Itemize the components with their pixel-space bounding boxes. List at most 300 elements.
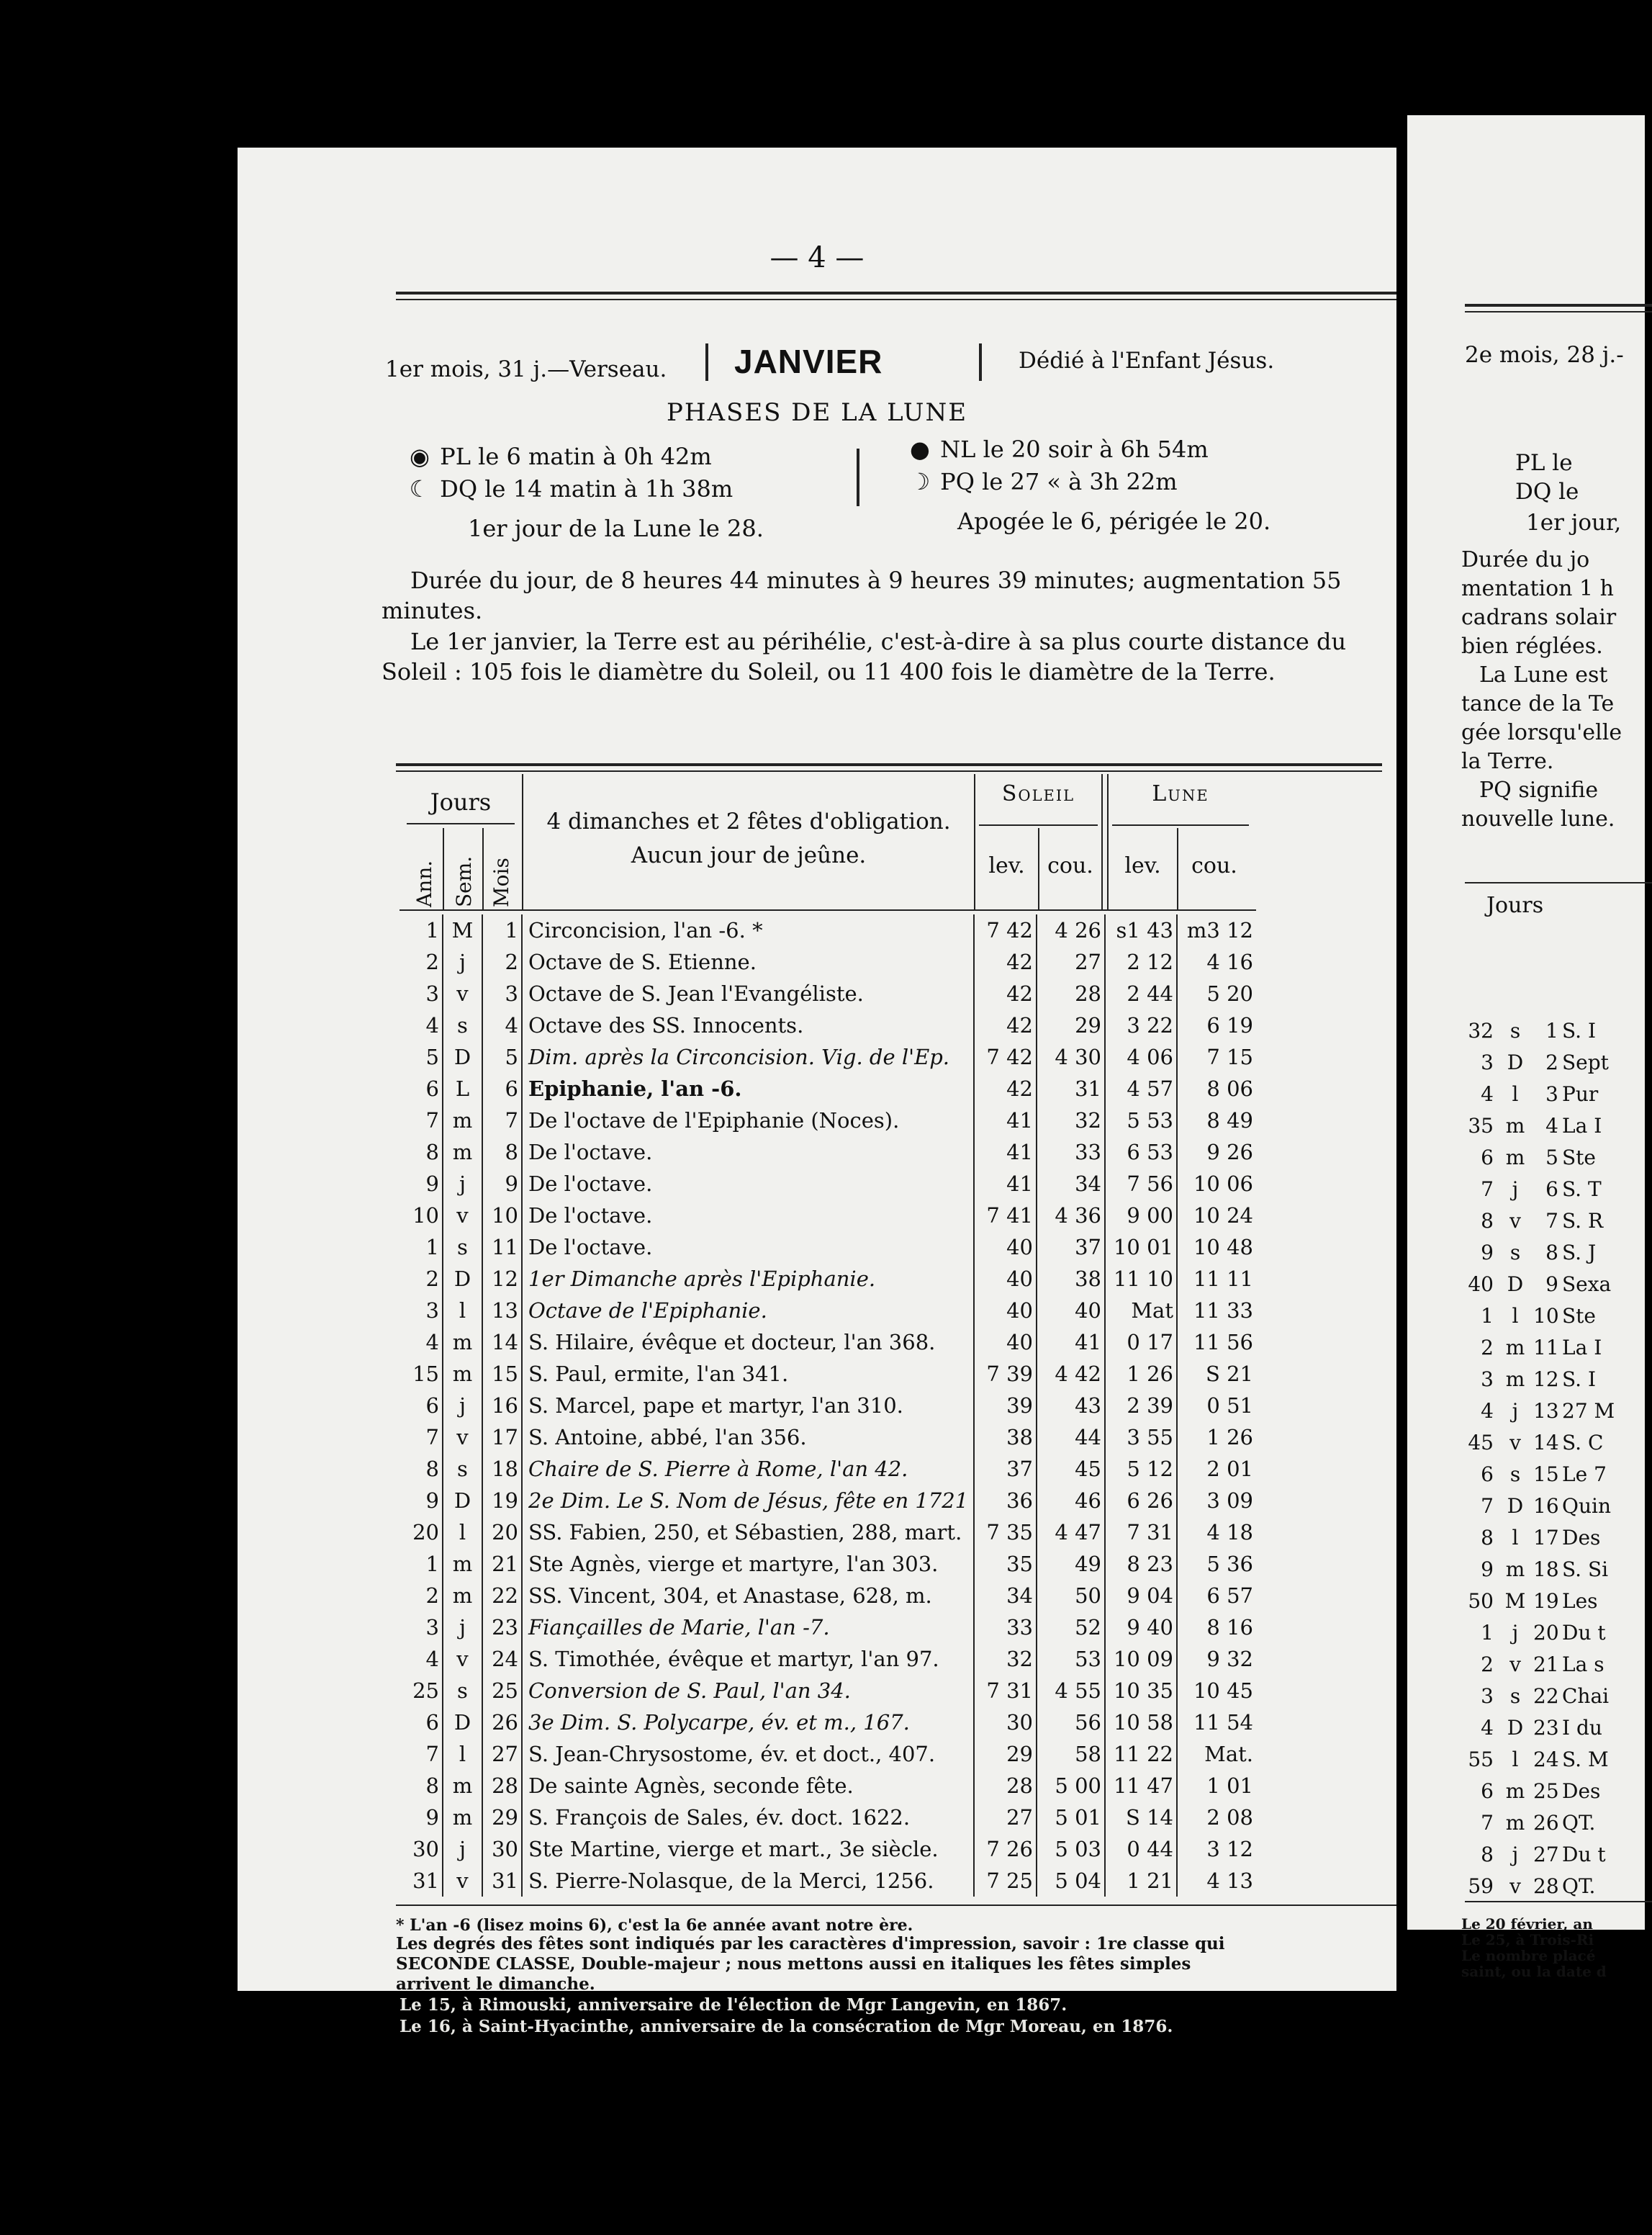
next-row-a: 9 xyxy=(1481,1241,1494,1264)
calendar-row xyxy=(400,1643,1256,1675)
feast-description: Octave de S. Jean l'Evangéliste. xyxy=(522,978,974,1009)
calendar-row xyxy=(400,978,1256,1009)
next-row-t: Ste xyxy=(1562,1146,1597,1169)
next-row-s: D xyxy=(1507,1494,1524,1518)
sunrise: 42 xyxy=(974,978,1037,1009)
next-row-t: S. R xyxy=(1562,1209,1604,1233)
calendar-row xyxy=(400,1390,1256,1421)
feast-description: S. Antoine, abbé, l'an 356. xyxy=(522,1421,974,1453)
next-row-a: 7 xyxy=(1481,1811,1494,1835)
table-top-rule xyxy=(396,763,1382,766)
next-paragraph-line: tance de la Te xyxy=(1461,691,1615,716)
next-row-a: 7 xyxy=(1481,1177,1494,1201)
sunrise: 7 42 xyxy=(974,1041,1037,1073)
sunrise: 40 xyxy=(974,1263,1037,1295)
next-row-a: 3 xyxy=(1481,1051,1494,1074)
moonrise: 9 04 xyxy=(1105,1580,1177,1611)
sunset: 4 26 xyxy=(1037,914,1105,946)
feast-description: Dim. après la Circoncision. Vig. de l'Ep. xyxy=(522,1041,974,1073)
next-row-m: 15 xyxy=(1533,1462,1559,1486)
next-row-t: 27 M xyxy=(1562,1399,1615,1423)
day-of-month: 19 xyxy=(482,1485,522,1516)
footnote-2 xyxy=(396,1933,1389,1954)
sunset: 5 04 xyxy=(1037,1865,1105,1897)
moonset: 4 16 xyxy=(1206,950,1253,974)
day-of-year: 8 xyxy=(400,1770,443,1802)
feast-description: De l'octave. xyxy=(522,1168,974,1200)
day-of-year: 2 xyxy=(400,1580,443,1611)
feast-description: SS. Vincent, 304, et Anastase, 628, m. xyxy=(522,1580,974,1611)
next-row-a: 8 xyxy=(1481,1209,1494,1233)
next-row-a: 3 xyxy=(1481,1684,1494,1708)
next-row-t: Du t xyxy=(1562,1621,1606,1645)
moonset: 3 12 xyxy=(1206,1837,1253,1861)
weekday: m xyxy=(443,1358,482,1390)
soleil-header: Soleil xyxy=(1001,781,1075,806)
moonset: m3 12 xyxy=(1186,918,1253,943)
weekday: s xyxy=(443,1675,482,1706)
moonrise: 1 21 xyxy=(1105,1865,1177,1897)
day-of-year: 7 xyxy=(400,1421,443,1453)
day-of-month: 7 xyxy=(482,1105,522,1136)
jours-underline xyxy=(407,823,515,824)
next-col-jours: Jours xyxy=(1486,893,1544,918)
calendar-row xyxy=(400,1453,1256,1485)
next-row-s: m xyxy=(1505,1367,1525,1391)
next-paragraph-line: gée lorsqu'elle xyxy=(1461,720,1622,745)
next-row-t: S. J xyxy=(1562,1241,1597,1264)
sunrise: 38 xyxy=(974,1421,1037,1453)
sunrise: 7 35 xyxy=(974,1516,1037,1548)
moonset: Mat. xyxy=(1204,1742,1253,1766)
moonset: S 21 xyxy=(1206,1362,1253,1386)
sunset: 4 42 xyxy=(1037,1358,1105,1390)
weekday: D xyxy=(443,1706,482,1738)
moonset: 3 09 xyxy=(1206,1488,1253,1513)
calendar-row xyxy=(400,1833,1256,1865)
next-row-a: 35 xyxy=(1468,1114,1494,1138)
phase-full-moon xyxy=(407,443,712,470)
header-bottom-rule xyxy=(400,909,1256,911)
footnote-4: arrivent le dimanche. xyxy=(396,1974,595,1994)
day-of-month: 5 xyxy=(482,1041,522,1073)
col-sep-3 xyxy=(522,774,523,911)
next-page xyxy=(1407,115,1645,1980)
day-of-year: 30 xyxy=(400,1833,443,1865)
feast-description: S. Jean-Chrysostome, év. et doct., 407. xyxy=(522,1738,974,1770)
next-table-rule xyxy=(1465,882,1652,883)
feast-description: Octave de S. Etienne. xyxy=(522,946,974,978)
next-row-t: Sept xyxy=(1562,1051,1609,1074)
weekday: M xyxy=(443,914,482,946)
sunset: 29 xyxy=(1037,1009,1105,1041)
moonrise: 3 55 xyxy=(1105,1421,1177,1453)
moonrise: 11 22 xyxy=(1105,1738,1177,1770)
sunrise: 39 xyxy=(974,1390,1037,1421)
sunrise: 7 42 xyxy=(974,914,1037,946)
weekday: v xyxy=(443,1865,482,1897)
day-of-month: 2 xyxy=(482,946,522,978)
next-row-s: s xyxy=(1509,1019,1521,1043)
sunset: 27 xyxy=(1037,946,1105,978)
day-of-year: 5 xyxy=(400,1041,443,1073)
next-row-a: 1 xyxy=(1481,1304,1494,1328)
next-row-t: S. T xyxy=(1562,1177,1602,1201)
next-row-m: 19 xyxy=(1533,1589,1559,1613)
moonset: 8 49 xyxy=(1206,1108,1253,1133)
feast-description: Fiançailles de Marie, l'an -7. xyxy=(522,1611,974,1643)
weekday: l xyxy=(443,1295,482,1326)
moonrise: 6 53 xyxy=(1105,1136,1177,1168)
header-divider-left xyxy=(705,343,708,381)
day-of-year: 8 xyxy=(400,1453,443,1485)
moonset: 0 51 xyxy=(1206,1393,1253,1418)
calendar-row xyxy=(400,914,1256,946)
day-of-year: 20 xyxy=(400,1516,443,1548)
calendar-row xyxy=(400,1200,1256,1231)
calendar-row xyxy=(400,1326,1256,1358)
col-ann: Ann. xyxy=(412,860,436,907)
sunrise: 36 xyxy=(974,1485,1037,1516)
calendar-row xyxy=(400,1041,1256,1073)
next-row-t: Pur xyxy=(1562,1082,1599,1106)
day-of-month: 17 xyxy=(482,1421,522,1453)
moonset: 8 16 xyxy=(1206,1615,1253,1640)
sunset: 5 03 xyxy=(1037,1833,1105,1865)
moonset: 7 15 xyxy=(1206,1045,1253,1069)
next-row-m: 12 xyxy=(1533,1367,1559,1391)
table-top-rule-thin xyxy=(396,770,1382,772)
next-row-a: 6 xyxy=(1481,1146,1494,1169)
calendar-row xyxy=(400,1548,1256,1580)
feast-description: De l'octave. xyxy=(522,1231,974,1263)
next-row-s: s xyxy=(1509,1241,1521,1264)
sunset: 45 xyxy=(1037,1453,1105,1485)
sunset: 28 xyxy=(1037,978,1105,1009)
weekday: D xyxy=(443,1041,482,1073)
next-row-a: 7 xyxy=(1481,1494,1494,1518)
feast-description: S. François de Sales, év. doct. 1622. xyxy=(522,1802,974,1833)
month-title: JANVIER xyxy=(734,343,883,380)
day-of-month: 10 xyxy=(482,1200,522,1231)
moonset: 10 45 xyxy=(1193,1678,1253,1703)
moonrise: 11 10 xyxy=(1105,1263,1177,1295)
feast-description: De l'octave. xyxy=(522,1136,974,1168)
next-row-m: 24 xyxy=(1533,1748,1559,1771)
day-of-year: 25 xyxy=(400,1675,443,1706)
sunrise: 28 xyxy=(974,1770,1037,1802)
feast-description: S. Pierre-Nolasque, de la Merci, 1256. xyxy=(522,1865,974,1897)
next-row-t: S. I xyxy=(1562,1019,1597,1043)
moonset: 1 01 xyxy=(1206,1773,1253,1798)
next-row-s: m xyxy=(1505,1146,1525,1169)
next-row-s: D xyxy=(1507,1051,1524,1074)
sunset: 34 xyxy=(1037,1168,1105,1200)
feast-description: 1er Dimanche après l'Epiphanie. xyxy=(522,1263,974,1295)
next-row-t: QT. xyxy=(1562,1811,1596,1835)
day-of-month: 21 xyxy=(482,1548,522,1580)
day-of-month: 31 xyxy=(482,1865,522,1897)
next-row-a: 6 xyxy=(1481,1462,1494,1486)
moonrise: 7 31 xyxy=(1105,1516,1177,1548)
sunrise: 37 xyxy=(974,1453,1037,1485)
weekday: m xyxy=(443,1105,482,1136)
day-of-year: 9 xyxy=(400,1802,443,1833)
moonrise: 10 01 xyxy=(1105,1231,1177,1263)
next-paragraph-line: la Terre. xyxy=(1461,749,1554,774)
next-row-a: 4 xyxy=(1481,1399,1494,1423)
next-paragraph-line: Durée du jo xyxy=(1461,547,1590,572)
next-row-a: 8 xyxy=(1481,1843,1494,1866)
day-of-month: 26 xyxy=(482,1706,522,1738)
next-row-m: 27 xyxy=(1533,1843,1559,1866)
next-row-t: QT. xyxy=(1562,1874,1596,1898)
moonrise: 2 44 xyxy=(1105,978,1177,1009)
next-row-s: m xyxy=(1505,1811,1525,1835)
weekday: D xyxy=(443,1485,482,1516)
day-of-month: 12 xyxy=(482,1263,522,1295)
day-of-year: 3 xyxy=(400,1611,443,1643)
next-row-a: 6 xyxy=(1481,1779,1494,1803)
top-rule xyxy=(396,292,1396,294)
page-number: — 4 — xyxy=(769,241,865,274)
phase-first-quarter xyxy=(907,468,1178,495)
calendar-row xyxy=(400,1580,1256,1611)
table-header xyxy=(400,774,1375,911)
sunrise: 42 xyxy=(974,1073,1037,1105)
next-row-s: m xyxy=(1505,1779,1525,1803)
next-row-m: 6 xyxy=(1545,1177,1558,1201)
feast-description: S. Timothée, évêque et martyr, l'an 97. xyxy=(522,1643,974,1675)
day-of-month: 1 xyxy=(482,914,522,946)
next-row-s: D xyxy=(1507,1272,1524,1296)
moonset: 5 36 xyxy=(1206,1552,1253,1576)
weekday: L xyxy=(443,1073,482,1105)
last-quarter-icon: ☾ xyxy=(409,475,430,503)
header-divider-right xyxy=(979,343,982,381)
day-of-month: 4 xyxy=(482,1009,522,1041)
weekday: j xyxy=(443,1390,482,1421)
calendar-row xyxy=(400,1136,1256,1168)
day-of-year: 7 xyxy=(400,1105,443,1136)
feast-description: Epiphanie, l'an -6. xyxy=(522,1073,974,1105)
calendar-row xyxy=(400,1516,1256,1548)
weekday: m xyxy=(443,1136,482,1168)
soleil-underline xyxy=(979,824,1098,826)
sunset: 5 00 xyxy=(1037,1770,1105,1802)
phase-first-quarter-text: PQ le 27 « à 3h 22m xyxy=(940,468,1178,495)
next-row-s: M xyxy=(1504,1589,1526,1613)
sunrise: 33 xyxy=(974,1611,1037,1643)
next-row-m: 3 xyxy=(1545,1082,1558,1106)
next-row-m: 7 xyxy=(1545,1209,1558,1233)
phase-full-moon-text: PL le 6 matin à 0h 42m xyxy=(440,443,712,470)
sunset: 44 xyxy=(1037,1421,1105,1453)
moonset: 8 06 xyxy=(1206,1076,1253,1101)
new-moon-icon: ● xyxy=(910,436,930,463)
next-row-s: m xyxy=(1505,1336,1525,1359)
description-header-1: 4 dimanches et 2 fêtes d'obligation. xyxy=(546,809,951,835)
sunset: 58 xyxy=(1037,1738,1105,1770)
day-of-year: 9 xyxy=(400,1485,443,1516)
calendar-row xyxy=(400,1105,1256,1136)
sunrise: 40 xyxy=(974,1326,1037,1358)
col-sep-2 xyxy=(482,828,484,911)
sunrise: 7 31 xyxy=(974,1675,1037,1706)
next-top-rule-thin xyxy=(1465,311,1652,312)
sunrise: 40 xyxy=(974,1295,1037,1326)
feast-description: Ste Martine, vierge et mart., 3e siècle. xyxy=(522,1833,974,1865)
sunrise: 32 xyxy=(974,1643,1037,1675)
next-row-a: 32 xyxy=(1468,1019,1494,1043)
day-of-month: 13 xyxy=(482,1295,522,1326)
day-of-month: 30 xyxy=(482,1833,522,1865)
calendar-row xyxy=(400,946,1256,978)
phase-last-quarter-text: DQ le 14 matin à 1h 38m xyxy=(440,475,734,503)
next-row-s: v xyxy=(1509,1652,1521,1676)
col-sem: Sem. xyxy=(452,855,476,907)
calendar-row xyxy=(400,1611,1256,1643)
next-row-t: La I xyxy=(1562,1114,1602,1138)
moonrise: 8 23 xyxy=(1105,1548,1177,1580)
moonrise: 6 26 xyxy=(1105,1485,1177,1516)
day-of-year: 4 xyxy=(400,1009,443,1041)
sunrise: 41 xyxy=(974,1136,1037,1168)
month-info: 1er mois, 31 j.—Verseau. xyxy=(385,356,667,382)
next-row-m: 8 xyxy=(1545,1241,1558,1264)
weekday: j xyxy=(443,1833,482,1865)
footnote-1: * L'an -6 (lisez moins 6), c'est la 6e année avant notre ère. xyxy=(396,1916,913,1935)
calendar-row xyxy=(400,1073,1256,1105)
lune-underline xyxy=(1112,824,1249,826)
lune-header: Lune xyxy=(1152,781,1209,806)
moonrise: 5 53 xyxy=(1105,1105,1177,1136)
next-row-t: Chai xyxy=(1562,1684,1610,1708)
day-of-year: 2 xyxy=(400,946,443,978)
sunrise: 7 25 xyxy=(974,1865,1037,1897)
full-moon-icon: ◉ xyxy=(410,443,430,470)
next-row-m: 28 xyxy=(1533,1874,1559,1898)
weekday: v xyxy=(443,1643,482,1675)
moonrise: Mat xyxy=(1105,1295,1177,1326)
next-row-m: 17 xyxy=(1533,1526,1559,1550)
next-row-a: 59 xyxy=(1468,1874,1494,1898)
moonset: 9 32 xyxy=(1206,1647,1253,1671)
sunrise: 7 39 xyxy=(974,1358,1037,1390)
sunset: 40 xyxy=(1037,1295,1105,1326)
sunset: 33 xyxy=(1037,1136,1105,1168)
sunrise: 42 xyxy=(974,946,1037,978)
day-of-month: 25 xyxy=(482,1675,522,1706)
col-group-jours: Jours xyxy=(430,788,492,816)
sunrise: 34 xyxy=(974,1580,1037,1611)
sunset: 5 01 xyxy=(1037,1802,1105,1833)
next-row-m: 1 xyxy=(1545,1019,1558,1043)
next-row-t: Les xyxy=(1562,1589,1598,1613)
phases-divider xyxy=(857,449,859,506)
next-footnote-line: saint, ou la date d xyxy=(1461,1963,1607,1980)
weekday: j xyxy=(443,946,482,978)
moonset: 11 56 xyxy=(1193,1330,1253,1354)
calendar-row xyxy=(400,1770,1256,1802)
calendar-row xyxy=(400,1231,1256,1263)
weekday: l xyxy=(443,1516,482,1548)
next-row-t: La s xyxy=(1562,1652,1604,1676)
sunset: 37 xyxy=(1037,1231,1105,1263)
moonset: 10 48 xyxy=(1193,1235,1253,1259)
next-row-a: 45 xyxy=(1468,1431,1494,1454)
moonrise: 10 35 xyxy=(1105,1675,1177,1706)
feast-description: De l'octave de l'Epiphanie (Noces). xyxy=(522,1105,974,1136)
day-of-month: 16 xyxy=(482,1390,522,1421)
col-sep-1 xyxy=(443,828,444,911)
day-of-month: 14 xyxy=(482,1326,522,1358)
next-row-s: l xyxy=(1512,1304,1519,1328)
sunset: 31 xyxy=(1037,1073,1105,1105)
feast-description: 3e Dim. S. Polycarpe, év. et m., 167. xyxy=(522,1706,974,1738)
calendar-row xyxy=(400,1485,1256,1516)
sunset: 50 xyxy=(1037,1580,1105,1611)
next-row-a: 8 xyxy=(1481,1526,1494,1550)
day-of-year: 3 xyxy=(400,978,443,1009)
day-of-month: 27 xyxy=(482,1738,522,1770)
next-row-m: 25 xyxy=(1533,1779,1559,1803)
feast-description: Chaire de S. Pierre à Rome, l'an 42. xyxy=(522,1453,974,1485)
next-row-a: 50 xyxy=(1468,1589,1494,1613)
calendar-row xyxy=(400,1421,1256,1453)
sunset: 49 xyxy=(1037,1548,1105,1580)
next-row-t: S. Si xyxy=(1562,1557,1609,1581)
day-of-month: 28 xyxy=(482,1770,522,1802)
next-footnote-line: Le nombre placé xyxy=(1461,1947,1596,1964)
moonrise: 9 40 xyxy=(1105,1611,1177,1643)
feast-description: 2e Dim. Le S. Nom de Jésus, fête en 1721 xyxy=(522,1485,974,1516)
sunrise: 29 xyxy=(974,1738,1037,1770)
next-paragraph-line: mentation 1 h xyxy=(1461,576,1614,601)
weekday: s xyxy=(443,1231,482,1263)
footnote-2-text: Les degrés des fêtes sont indiqués par les caractères d'impression, savoir : 1re classe xyxy=(396,1934,1189,1953)
moonset: 10 24 xyxy=(1193,1203,1253,1228)
day-of-year: 10 xyxy=(400,1200,443,1231)
calendar-row xyxy=(400,1675,1256,1706)
next-row-m: 10 xyxy=(1533,1304,1559,1328)
day-of-month: 9 xyxy=(482,1168,522,1200)
weekday: j xyxy=(443,1611,482,1643)
moonrise: 1 26 xyxy=(1105,1358,1177,1390)
moonset: 4 18 xyxy=(1206,1520,1253,1544)
col-sep-5 xyxy=(1101,774,1103,911)
next-row-a: 2 xyxy=(1481,1652,1494,1676)
calendar-row xyxy=(400,1802,1256,1833)
sunset: 53 xyxy=(1037,1643,1105,1675)
phase-new-moon xyxy=(907,436,1209,463)
next-paragraph-line: bien réglées. xyxy=(1461,634,1603,659)
moonset: 6 19 xyxy=(1206,1013,1253,1038)
sunset: 4 47 xyxy=(1037,1516,1105,1548)
day-of-year: 7 xyxy=(400,1738,443,1770)
weekday: m xyxy=(443,1802,482,1833)
next-row-s: j xyxy=(1512,1621,1519,1645)
month-dedication: Dédié à l'Enfant Jésus. xyxy=(1019,348,1275,374)
moonrise: 5 12 xyxy=(1105,1453,1177,1485)
day-of-year: 4 xyxy=(400,1643,443,1675)
next-row-s: v xyxy=(1509,1431,1521,1454)
day-of-month: 18 xyxy=(482,1453,522,1485)
day-of-month: 6 xyxy=(482,1073,522,1105)
moonset: 11 11 xyxy=(1193,1267,1253,1291)
feast-description: Octave des SS. Innocents. xyxy=(522,1009,974,1041)
calendar-row xyxy=(400,1738,1256,1770)
